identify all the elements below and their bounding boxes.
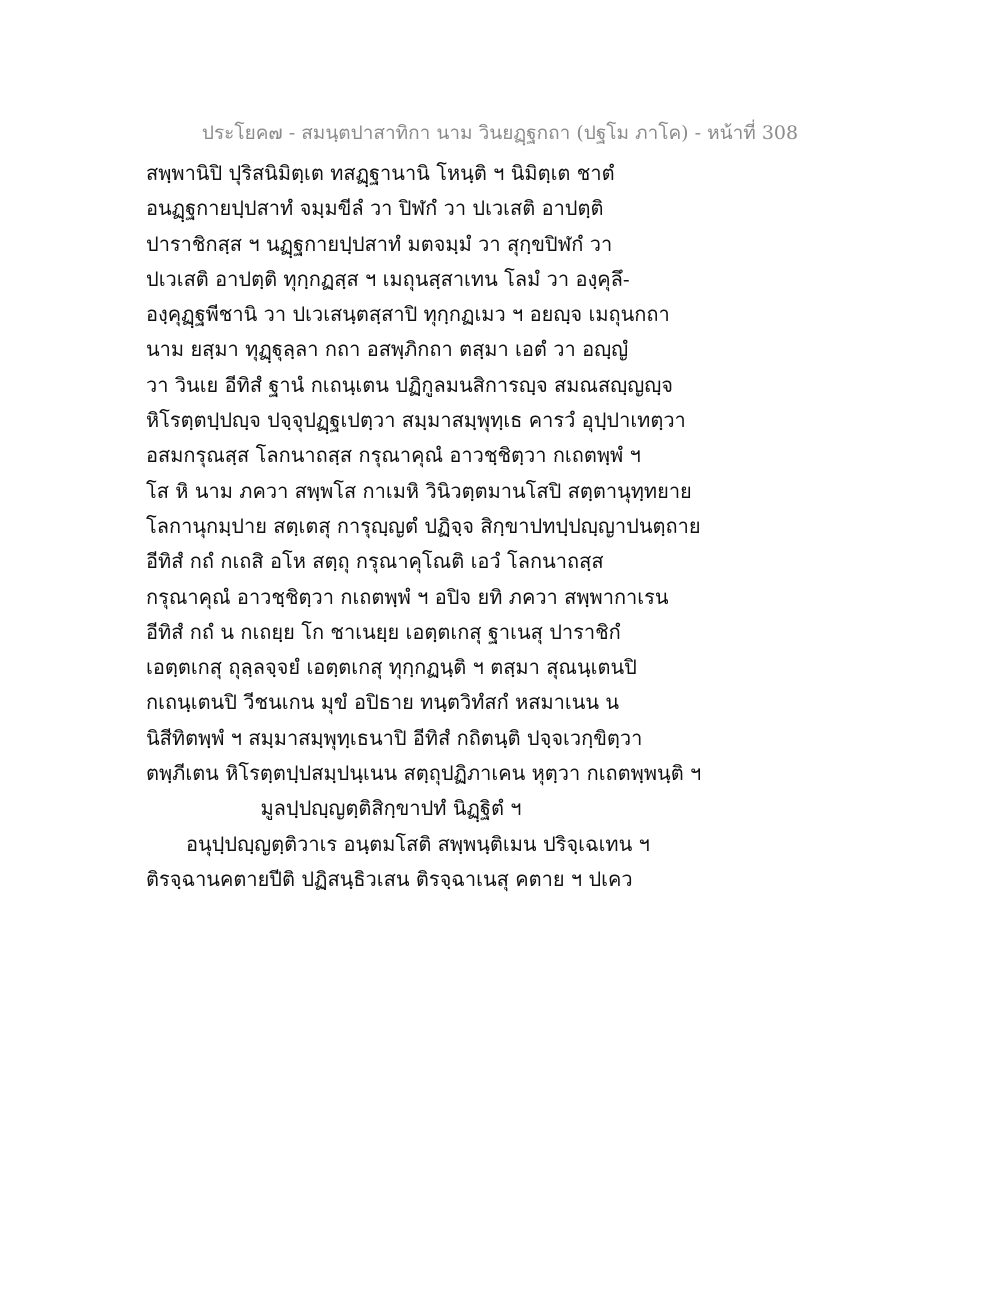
text-line: วา วินเย อีทิสํ ฐานํ กเถนฺเตน ปฏิกูลมนสิการญฺจ สมณสญฺญญฺจ bbox=[146, 372, 674, 397]
page-header: ประโยค๗ - สมนฺตปาสาทิกา นาม วินยฏฺฐกถา (ปฐโม ภาโค) - หน้าที่ 308 bbox=[201, 122, 799, 144]
text-line: อสมกรุณสฺส โลกนาถสฺส กรุณาคุณํ อาวชฺชิตฺวา กเถตพฺพํ ฯ bbox=[146, 443, 641, 468]
text-line: อีทิสํ กถํ กเถสิ อโห สตฺถุ กรุณาคุโณติ เอวํ โลกนาถสฺส bbox=[146, 549, 604, 574]
text-line: นาม ยสฺมา ทุฏฺฐุลฺลา กถา อสพฺภิกถา ตสฺมา เอตํ วา อญฺญํ bbox=[146, 337, 629, 362]
text-line: อีทิสํ กถํ น กเถยฺย โก ชาเนยฺย เอตฺตเกสุ ฐาเนสุ ปาราชิกํ bbox=[146, 619, 621, 644]
section-heading: มูลปฺปญฺญตฺติสิกฺขาปทํ นิฏฺฐิตํ ฯ bbox=[260, 796, 522, 821]
text-line: ตพฺภีเตน หิโรตฺตปฺปสมฺปนฺเนน สตฺถุปฏิภาเคน หุตฺวา กเถตพฺพนฺติ ฯ bbox=[146, 761, 702, 786]
text-line: ติรจฺฉานคตายปีติ ปฏิสนฺธิวเสน ติรจฺฉาเนสุ คตาย ฯ ปเคว bbox=[146, 866, 633, 891]
text-line: สพฺพานิปิ ปุริสนิมิตฺเต ทสฏฺฐานานิ โหนฺติ ฯ นิมิตฺเต ชาตํ bbox=[146, 161, 615, 185]
text-line: ปาราชิกสฺส ฯ นฏฺฐกายปฺปสาทํ มตจมฺมํ วา สุกฺขปิฬกํ วา bbox=[146, 231, 613, 256]
text-line: อนฏฺฐกายปฺปสาทํ จมฺมขีลํ วา ปิฬกํ วา ปเวเสติ อาปตฺติ bbox=[146, 196, 604, 221]
text-line: โส หิ นาม ภควา สพฺพโส กาเมหิ วินิวตฺตมานโสปิ สตฺตานุทฺทยาย bbox=[146, 478, 692, 503]
body-text bbox=[146, 156, 706, 897]
text-line: เอตฺตเกสุ ถุลฺลจฺจยํ เอตฺตเกสุ ทุกฺกฏนฺติ ฯ ตสฺมา สุณนฺเตนปิ bbox=[146, 655, 637, 680]
text-line: กเถนฺเตนปิ วีชนเกน มุขํ อปิธาย ทนฺตวิทํสกํ หสมาเนน น bbox=[146, 690, 620, 715]
text-line: องฺคุฏฺฐพีชานิ วา ปเวเสนฺตสฺสาปิ ทุกฺกฏเมว ฯ อยญฺจ เมถุนกถา bbox=[146, 302, 670, 327]
text-line: ปเวเสติ อาปตฺติ ทุกฺกฏสฺส ฯ เมถุนสฺสาเทน โลมํ วา องฺคุลึ- bbox=[146, 266, 630, 291]
text-line: นิสีทิตพฺพํ ฯ สมฺมาสมฺพุทฺเธนาปิ อีทิสํ กถิตนฺติ ปจฺจเวกฺขิตฺวา bbox=[146, 725, 643, 750]
text-line: อนุปฺปญฺญตฺติวาเร อนฺตมโสติ สพฺพนฺติเมน ปริจฺเฉเทน ฯ bbox=[186, 831, 650, 856]
text-line: หิโรตฺตปฺปญฺจ ปจฺจุปฏฺฐเปตฺวา สมฺมาสมฺพุทฺเธ คารวํ อุปฺปาเทตฺวา bbox=[146, 408, 686, 433]
text-line: โลกานุกมฺปาย สตฺเตสุ การุญฺญตํ ปฏิจฺจ สิกฺขาปทปฺปญฺญาปนตฺถาย bbox=[146, 513, 701, 538]
text-line: กรุณาคุณํ อาวชฺชิตฺวา กเถตพฺพํ ฯ อปิจ ยทิ ภควา สพฺพากาเรน bbox=[146, 584, 669, 609]
